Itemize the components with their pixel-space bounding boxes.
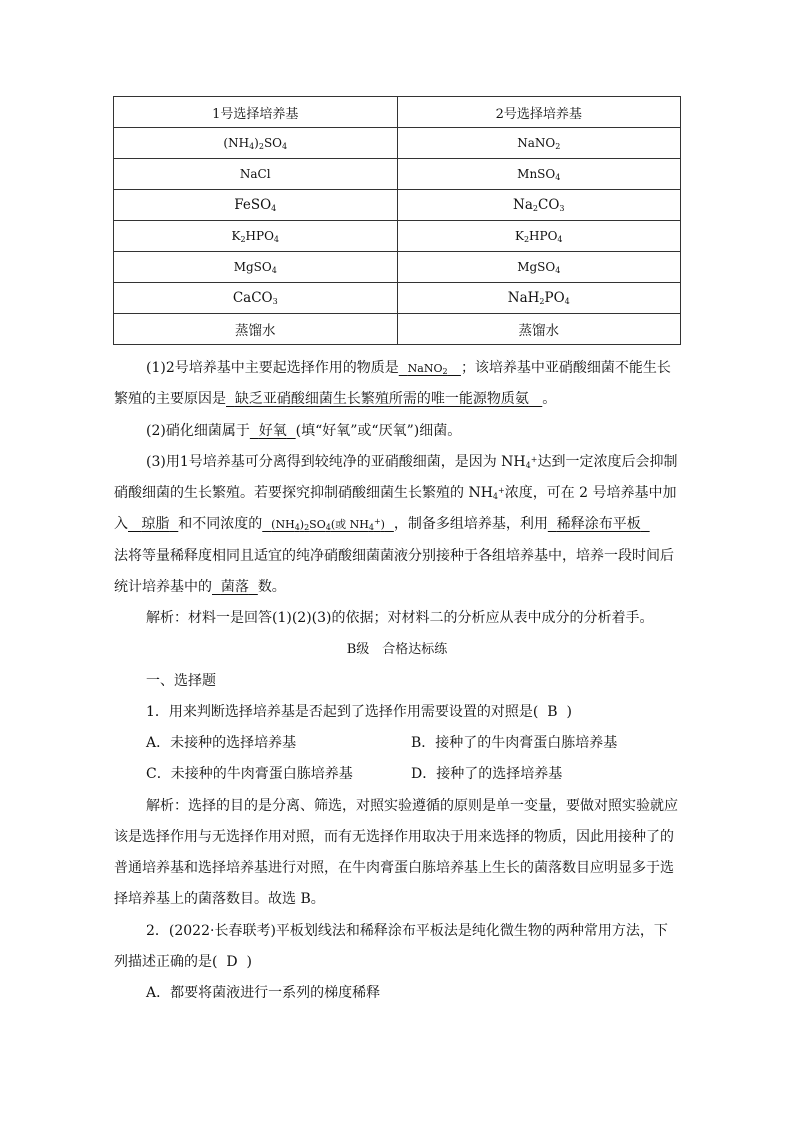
table-row <box>114 314 681 345</box>
table-cell: CaCO$_3$ <box>114 283 398 314</box>
table-cell: 蒸馏水 <box>114 314 398 345</box>
table-cell: NaNO$_2$ <box>397 128 681 159</box>
table-cell: $K_2HPO_4$ <box>397 221 681 252</box>
q3-line-1: (3)用1号培养基可分离得到较纯净的亚硝酸细菌，是因为 $NH_4^+$达到一定浓度后会抑制 <box>146 454 678 470</box>
q3-line-2: 硝酸细菌的生长繁殖。若要探究抑制硝酸细菌生长繁殖的 $NH_4^+$浓度，可在 2 号培养基中加 <box>114 485 677 501</box>
option-d: D．接种了的选择培养基 <box>411 766 563 782</box>
q3-line-4: 法将等量稀释度相同且适宜的纯净硝酸细菌菌液分别接种于各组培养基中，培养一段时间后 <box>114 548 674 564</box>
table-cell: $Na_2CO_3$ <box>397 190 681 221</box>
question-1-answer: B <box>547 704 558 720</box>
table-cell: MgSO$_4$ <box>114 252 398 283</box>
q2-line: (2)硝化细菌属于 好氧 (填“好氧”或“厌氧”)细菌。 <box>146 423 462 439</box>
part-title: 一、选择题 <box>146 673 216 689</box>
explanation-line: 择培养基上的菌落数目。故选 B。 <box>114 891 325 907</box>
q1-line-1: (1)2号培养基中主要起选择作用的物质是 NaNO$_2$ ；该培养基中亚硝酸细菌不能生长 <box>146 360 671 376</box>
table-row <box>114 252 681 283</box>
option-c: C．未接种的牛肉膏蛋白胨培养基 <box>146 766 353 782</box>
q3-answer-3: 稀释涂布平板 <box>556 516 641 532</box>
medium-table <box>113 96 681 345</box>
question-2-answer: D <box>226 954 238 970</box>
table-row <box>114 221 681 252</box>
explanation-line: 该是选择作用与无选择作用对照，而有无选择作用取决于用来选择的物质，因此用接种了的 <box>114 829 674 845</box>
option-a: A．未接种的选择培养基 <box>146 735 297 751</box>
question-2-stem: 2．(2022·长春联考)平板划线法和稀释涂布平板法是纯化微生物的两种常用方法，下 <box>146 923 668 939</box>
table-cell: MgSO$_4$ <box>397 252 681 283</box>
option-b: B．接种了的牛肉膏蛋白胨培养基 <box>411 735 618 751</box>
table-row <box>114 190 681 221</box>
explanation-line: 解析：选择的目的是分离、筛选，对照实验遵循的原则是单一变量，要做对照实验就应 <box>146 798 678 814</box>
option-a: A．都要将菌液进行一系列的梯度稀释 <box>146 985 381 1001</box>
table-cell: FeSO$_4$ <box>114 190 398 221</box>
q3-line-5: 统计培养基中的 菌落 数。 <box>114 579 286 595</box>
table-row <box>114 159 681 190</box>
table-row <box>114 283 681 314</box>
q1-answer-2: 缺乏亚硝酸细菌生长繁殖所需的唯一能源物质氨 <box>234 391 529 407</box>
header-medium-2: 2号选择培养基 <box>397 97 681 128</box>
section-title: B级 合格达标练 <box>346 642 448 657</box>
explanation-line: 普通培养基和选择培养基进行对照，在牛肉膏蛋白胨培养基上生长的菌落数目应明显多于选 <box>114 860 674 876</box>
header-medium-1: 1号选择培养基 <box>114 97 398 128</box>
q1-line-2: 繁殖的主要原因是 缺乏亚硝酸细菌生长繁殖所需的唯一能源物质氨 。 <box>114 391 557 407</box>
q3-line-3: 入 琼脂 和不同浓度的 $(NH_4)_2SO_4$(或 $NH_4^+$) ，制备多组培养基，利用 稀释涂布平板 <box>114 514 650 535</box>
table-cell: 蒸馏水 <box>397 314 681 345</box>
question-2-stem-cont: 列描述正确的是( D ) <box>114 954 252 970</box>
table-row <box>114 128 681 159</box>
q3-answer-2: $(NH_4)_2SO_4$(或 $NH_4^+$) <box>271 517 385 532</box>
table-header-row <box>114 97 681 128</box>
table-cell: $(NH_4)_2SO_4$ <box>114 128 398 159</box>
table-cell: MnSO$_4$ <box>397 159 681 190</box>
q3-answer-4: 菌落 <box>220 579 249 595</box>
table-cell: $NaH_2PO_4$ <box>397 283 681 314</box>
table-cell: $K_2HPO_4$ <box>114 221 398 252</box>
q3-answer-1: 琼脂 <box>141 516 170 532</box>
table-cell: NaCl <box>114 159 398 190</box>
q1-answer-1: NaNO$_2$ <box>407 362 448 376</box>
question-1-stem: 1．用来判断选择培养基是否起到了选择作用需要设置的对照是( B ) <box>146 704 572 720</box>
analysis-1: 解析：材料一是回答(1)(2)(3)的依据；对材料二的分析应从表中成分的分析着手。 <box>146 610 654 626</box>
q2-answer: 好氧 <box>258 423 287 439</box>
